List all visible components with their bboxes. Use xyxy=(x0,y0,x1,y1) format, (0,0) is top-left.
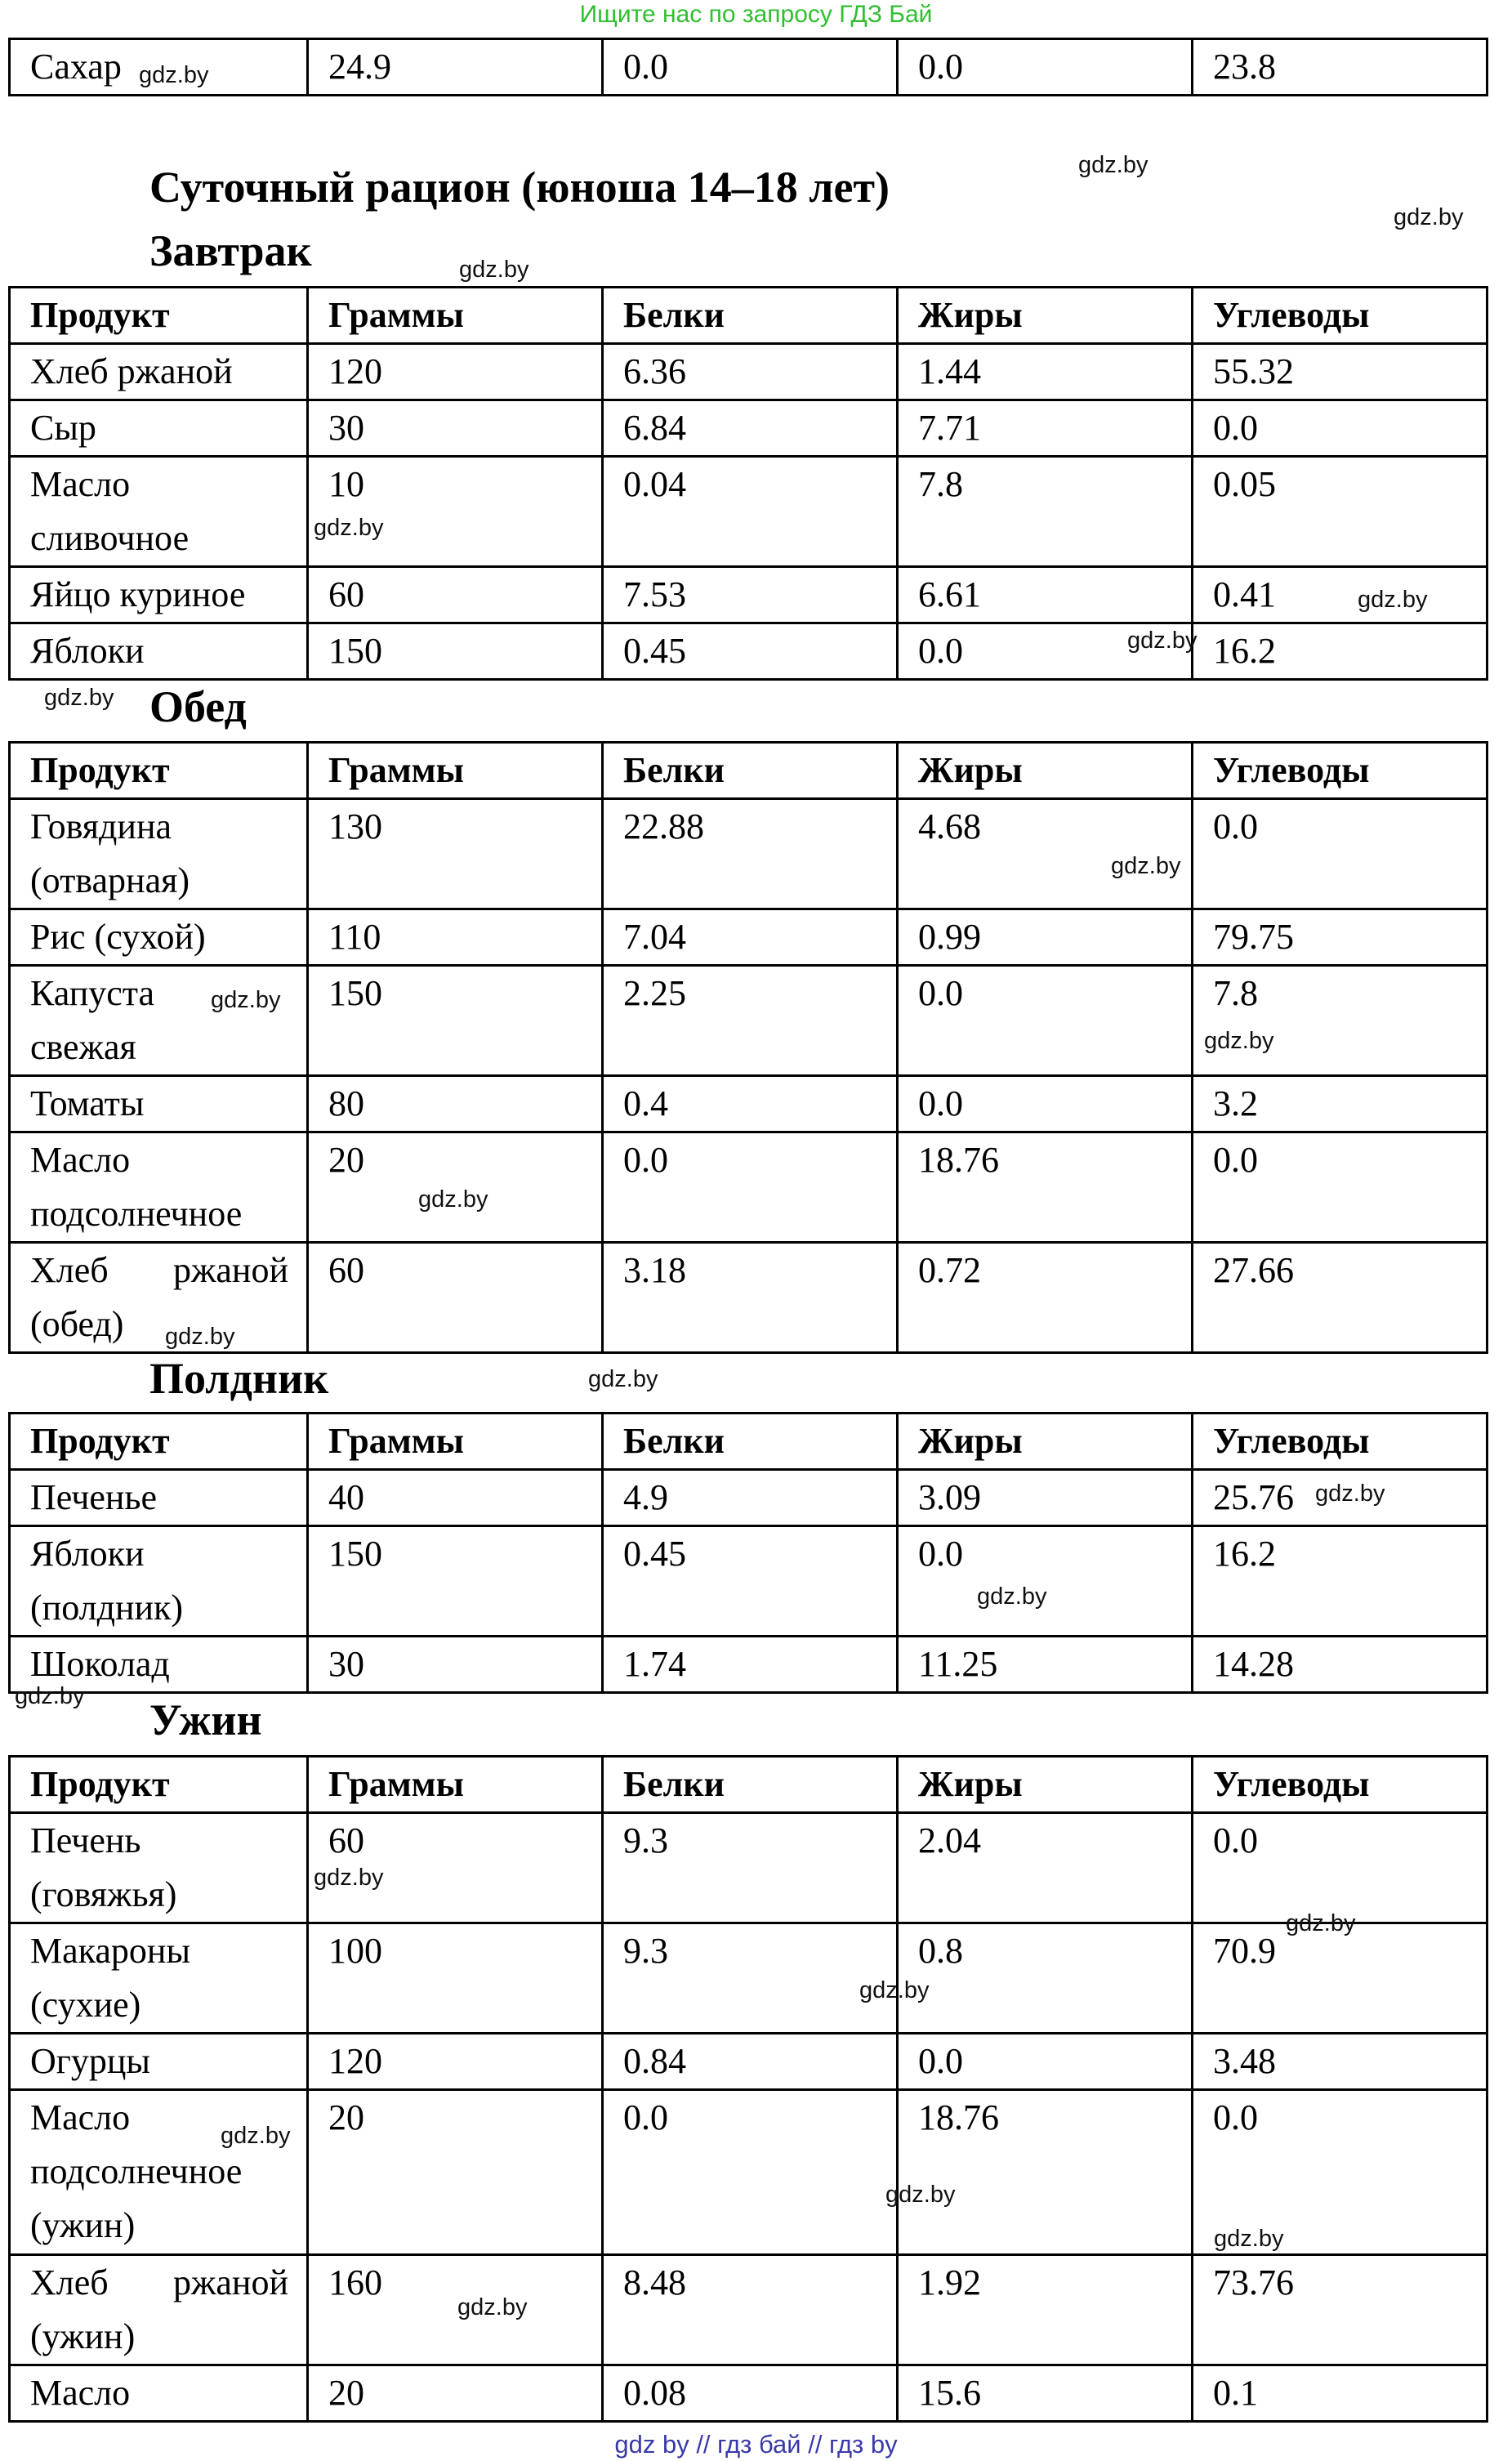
grams-cell: 150 xyxy=(308,966,603,1076)
watermark: gdz.by xyxy=(1111,853,1181,879)
carbs-cell: 70.9 xyxy=(1193,1923,1487,2034)
carbs-cell: 73.76 xyxy=(1193,2255,1487,2365)
header-carbs: Углеводы xyxy=(1193,1414,1487,1470)
header-fat: Жиры xyxy=(898,1414,1193,1470)
product-line: (отварная) xyxy=(30,860,190,900)
product-line: Печень xyxy=(30,1820,141,1860)
grams-cell: 30 xyxy=(308,400,603,457)
header-product: Продукт xyxy=(10,1757,308,1813)
protein-cell: 0.45 xyxy=(603,1526,898,1637)
table-row xyxy=(10,1923,1487,2034)
header-grams: Граммы xyxy=(308,743,603,799)
fat-cell: 0.0 xyxy=(898,966,1193,1076)
protein-cell: 0.0 xyxy=(603,1132,898,1243)
product-cell xyxy=(10,1243,308,1353)
fat-cell: 0.0 xyxy=(898,39,1193,96)
table-row xyxy=(10,1132,1487,1243)
carbs-cell: 25.76 xyxy=(1193,1470,1487,1526)
grams-cell: 120 xyxy=(308,344,603,400)
fat-cell: 15.6 xyxy=(898,2365,1193,2422)
header-fat: Жиры xyxy=(898,743,1193,799)
carbs-cell: 55.32 xyxy=(1193,344,1487,400)
watermark: gdz.by xyxy=(459,257,529,283)
carbs-cell: 7.8 xyxy=(1193,966,1487,1076)
product-cell: Хлеб ржаной xyxy=(10,344,308,400)
fat-cell: 6.61 xyxy=(898,567,1193,623)
table-row xyxy=(10,2365,1487,2422)
product-line: Яблоки xyxy=(30,1534,145,1574)
header-fat: Жиры xyxy=(898,288,1193,344)
protein-cell: 4.9 xyxy=(603,1470,898,1526)
watermark: gdz.by xyxy=(977,1583,1047,1610)
product-line: Масло xyxy=(30,2097,131,2137)
table-row xyxy=(10,1637,1487,1693)
protein-cell: 6.36 xyxy=(603,344,898,400)
bottom-site-banner: gdz by // гдз бай // гдз by xyxy=(614,2430,898,2459)
top-search-banner: Ищите нас по запросу ГДЗ Бай xyxy=(579,1,933,28)
fat-cell: 3.09 xyxy=(898,1470,1193,1526)
grams-cell: 10 xyxy=(308,457,603,567)
product-cell: Яблоки xyxy=(10,623,308,680)
product-word: Хлеб xyxy=(30,1250,109,1290)
product-line: (ужин) xyxy=(30,2205,136,2245)
table-row xyxy=(10,1076,1487,1132)
protein-cell: 0.45 xyxy=(603,623,898,680)
grams-cell: 30 xyxy=(308,1637,603,1693)
product-line: Капуста xyxy=(30,973,155,1013)
carbs-cell: 0.0 xyxy=(1193,2090,1487,2255)
grams-cell: 20 xyxy=(308,2090,603,2255)
table-row xyxy=(10,909,1487,966)
product-cell: Печенье xyxy=(10,1470,308,1526)
carbs-cell: 0.0 xyxy=(1193,1132,1487,1243)
ration-title: Суточный рацион (юноша 14–18 лет) xyxy=(149,163,890,212)
product-line: Говядина xyxy=(30,806,172,846)
table-header-row xyxy=(10,1757,1487,1813)
fat-cell: 1.44 xyxy=(898,344,1193,400)
protein-cell: 0.4 xyxy=(603,1076,898,1132)
watermark: gdz.by xyxy=(1315,1481,1385,1507)
product-line: (сухие) xyxy=(30,1985,141,2025)
carbs-cell: 14.28 xyxy=(1193,1637,1487,1693)
product-line xyxy=(30,1244,306,1297)
protein-cell: 3.18 xyxy=(603,1243,898,1353)
product-line: (обед) xyxy=(30,1304,124,1344)
fat-cell: 1.92 xyxy=(898,2255,1193,2365)
lunch-heading: Обед xyxy=(149,682,247,731)
fat-cell: 0.99 xyxy=(898,909,1193,966)
protein-cell: 1.74 xyxy=(603,1637,898,1693)
protein-cell: 6.84 xyxy=(603,400,898,457)
protein-cell: 0.84 xyxy=(603,2034,898,2090)
grams-cell: 160 xyxy=(308,2255,603,2365)
grams-cell: 150 xyxy=(308,1526,603,1637)
carbs-cell: 0.0 xyxy=(1193,400,1487,457)
watermark: gdz.by xyxy=(211,987,281,1013)
product-line: (ужин) xyxy=(30,2316,136,2356)
table-row xyxy=(10,457,1487,567)
product-cell: Томаты xyxy=(10,1076,308,1132)
product-line: (полдник) xyxy=(30,1588,184,1628)
header-protein: Белки xyxy=(603,743,898,799)
product-cell: Рис (сухой) xyxy=(10,909,308,966)
fat-cell: 0.0 xyxy=(898,623,1193,680)
product-word: ржаной xyxy=(172,1250,288,1290)
table-row xyxy=(10,1526,1487,1637)
header-grams: Граммы xyxy=(308,1414,603,1470)
protein-cell: 0.08 xyxy=(603,2365,898,2422)
watermark: gdz.by xyxy=(1286,1910,1356,1936)
product-line: Масло xyxy=(30,1140,131,1180)
grams-cell: 80 xyxy=(308,1076,603,1132)
product-cell xyxy=(10,1813,308,1923)
watermark: gdz.by xyxy=(314,515,384,541)
table-header-row xyxy=(10,1414,1487,1470)
protein-cell: 9.3 xyxy=(603,1813,898,1923)
watermark: gdz.by xyxy=(1358,587,1428,613)
header-protein: Белки xyxy=(603,1757,898,1813)
header-carbs: Углеводы xyxy=(1193,1757,1487,1813)
table-row xyxy=(10,567,1487,623)
grams-cell: 60 xyxy=(308,1243,603,1353)
carbs-cell: 79.75 xyxy=(1193,909,1487,966)
header-protein: Белки xyxy=(603,288,898,344)
product-cell xyxy=(10,799,308,909)
fat-cell: 0.0 xyxy=(898,2034,1193,2090)
product-word: Хлеб xyxy=(30,2262,109,2302)
protein-cell: 0.0 xyxy=(603,2090,898,2255)
product-cell: Масло xyxy=(10,2365,308,2422)
table-row xyxy=(10,1470,1487,1526)
product-line: сливочное xyxy=(30,518,190,558)
grams-cell: 100 xyxy=(308,1923,603,2034)
table-row xyxy=(10,39,1487,96)
watermark: gdz.by xyxy=(885,2182,956,2208)
grams-cell: 24.9 xyxy=(308,39,603,96)
snack-table xyxy=(8,1412,1488,1694)
product-cell xyxy=(10,1132,308,1243)
fat-cell: 0.0 xyxy=(898,1526,1193,1637)
watermark: gdz.by xyxy=(1204,1028,1274,1054)
fat-cell: 11.25 xyxy=(898,1637,1193,1693)
breakfast-table xyxy=(8,286,1488,681)
table-row xyxy=(10,623,1487,680)
carbs-cell: 0.0 xyxy=(1193,799,1487,909)
carbs-cell: 3.48 xyxy=(1193,2034,1487,2090)
watermark: gdz.by xyxy=(139,62,209,88)
carbs-cell: 27.66 xyxy=(1193,1243,1487,1353)
fat-cell: 18.76 xyxy=(898,2090,1193,2255)
carbs-cell: 16.2 xyxy=(1193,623,1487,680)
snack-heading: Полдник xyxy=(149,1354,329,1403)
table-row xyxy=(10,2255,1487,2365)
watermark: gdz.by xyxy=(314,1865,384,1891)
table-row xyxy=(10,966,1487,1076)
table-row xyxy=(10,2034,1487,2090)
grams-cell: 110 xyxy=(308,909,603,966)
table-row xyxy=(10,344,1487,400)
fat-cell: 18.76 xyxy=(898,1132,1193,1243)
protein-cell: 7.53 xyxy=(603,567,898,623)
carbs-cell: 0.41 xyxy=(1193,567,1487,623)
header-product: Продукт xyxy=(10,743,308,799)
previous-table-fragment xyxy=(8,38,1488,96)
protein-cell: 7.04 xyxy=(603,909,898,966)
product-cell xyxy=(10,2255,308,2365)
product-cell xyxy=(10,457,308,567)
product-cell xyxy=(10,1526,308,1637)
protein-cell: 0.0 xyxy=(603,39,898,96)
product-line: Масло xyxy=(30,464,131,504)
fat-cell: 7.71 xyxy=(898,400,1193,457)
grams-cell: 120 xyxy=(308,2034,603,2090)
carbs-cell: 16.2 xyxy=(1193,1526,1487,1637)
watermark: gdz.by xyxy=(859,1977,930,2003)
header-carbs: Углеводы xyxy=(1193,743,1487,799)
header-protein: Белки xyxy=(603,1414,898,1470)
product-cell xyxy=(10,1923,308,2034)
product-line xyxy=(30,2256,306,2310)
dinner-table xyxy=(8,1755,1488,2423)
carbs-cell: 0.0 xyxy=(1193,1813,1487,1923)
carbs-cell: 23.8 xyxy=(1193,39,1487,96)
table-header-row xyxy=(10,743,1487,799)
table-row xyxy=(10,1813,1487,1923)
carbs-cell: 0.1 xyxy=(1193,2365,1487,2422)
watermark: gdz.by xyxy=(44,685,114,711)
fat-cell: 4.68 xyxy=(898,799,1193,909)
watermark: gdz.by xyxy=(15,1683,85,1709)
header-carbs: Углеводы xyxy=(1193,288,1487,344)
grams-cell: 40 xyxy=(308,1470,603,1526)
product-line: Макароны xyxy=(30,1931,191,1971)
product-word: ржаной xyxy=(172,2262,288,2302)
watermark: gdz.by xyxy=(418,1186,488,1213)
grams-cell: 20 xyxy=(308,2365,603,2422)
header-product: Продукт xyxy=(10,1414,308,1470)
product-line: свежая xyxy=(30,1027,136,1067)
watermark: gdz.by xyxy=(588,1366,658,1392)
protein-cell: 22.88 xyxy=(603,799,898,909)
grams-cell: 60 xyxy=(308,1813,603,1923)
fat-cell: 0.72 xyxy=(898,1243,1193,1353)
watermark: gdz.by xyxy=(1127,628,1198,654)
product-cell: Огурцы xyxy=(10,2034,308,2090)
header-fat: Жиры xyxy=(898,1757,1193,1813)
product-line: подсолнечное xyxy=(30,2151,243,2191)
grams-cell: 20 xyxy=(308,1132,603,1243)
product-cell: Сыр xyxy=(10,400,308,457)
carbs-cell: 3.2 xyxy=(1193,1076,1487,1132)
product-cell xyxy=(10,2090,308,2255)
watermark: gdz.by xyxy=(457,2294,528,2320)
header-grams: Граммы xyxy=(308,288,603,344)
carbs-cell: 0.05 xyxy=(1193,457,1487,567)
protein-cell: 9.3 xyxy=(603,1923,898,2034)
protein-cell: 0.04 xyxy=(603,457,898,567)
fat-cell: 7.8 xyxy=(898,457,1193,567)
protein-cell: 8.48 xyxy=(603,2255,898,2365)
watermark: gdz.by xyxy=(1078,152,1148,178)
watermark: gdz.by xyxy=(221,2123,291,2149)
watermark: gdz.by xyxy=(1214,2226,1284,2252)
product-line: подсолнечное xyxy=(30,1194,243,1234)
fat-cell: 2.04 xyxy=(898,1813,1193,1923)
table-header-row xyxy=(10,288,1487,344)
table-row xyxy=(10,799,1487,909)
grams-cell: 150 xyxy=(308,623,603,680)
grams-cell: 60 xyxy=(308,567,603,623)
grams-cell: 130 xyxy=(308,799,603,909)
product-cell: Сахар xyxy=(10,39,308,96)
product-line: (говяжья) xyxy=(30,1874,177,1914)
product-cell: Шоколад xyxy=(10,1637,308,1693)
product-cell: Яйцо куриное xyxy=(10,567,308,623)
watermark: gdz.by xyxy=(165,1324,235,1350)
header-product: Продукт xyxy=(10,288,308,344)
protein-cell: 2.25 xyxy=(603,966,898,1076)
breakfast-heading: Завтрак xyxy=(149,226,312,275)
fat-cell: 0.0 xyxy=(898,1076,1193,1132)
product-cell xyxy=(10,966,308,1076)
table-row xyxy=(10,400,1487,457)
dinner-heading: Ужин xyxy=(149,1695,262,1744)
header-grams: Граммы xyxy=(308,1757,603,1813)
watermark: gdz.by xyxy=(1394,204,1464,230)
fat-cell: 0.8 xyxy=(898,1923,1193,2034)
